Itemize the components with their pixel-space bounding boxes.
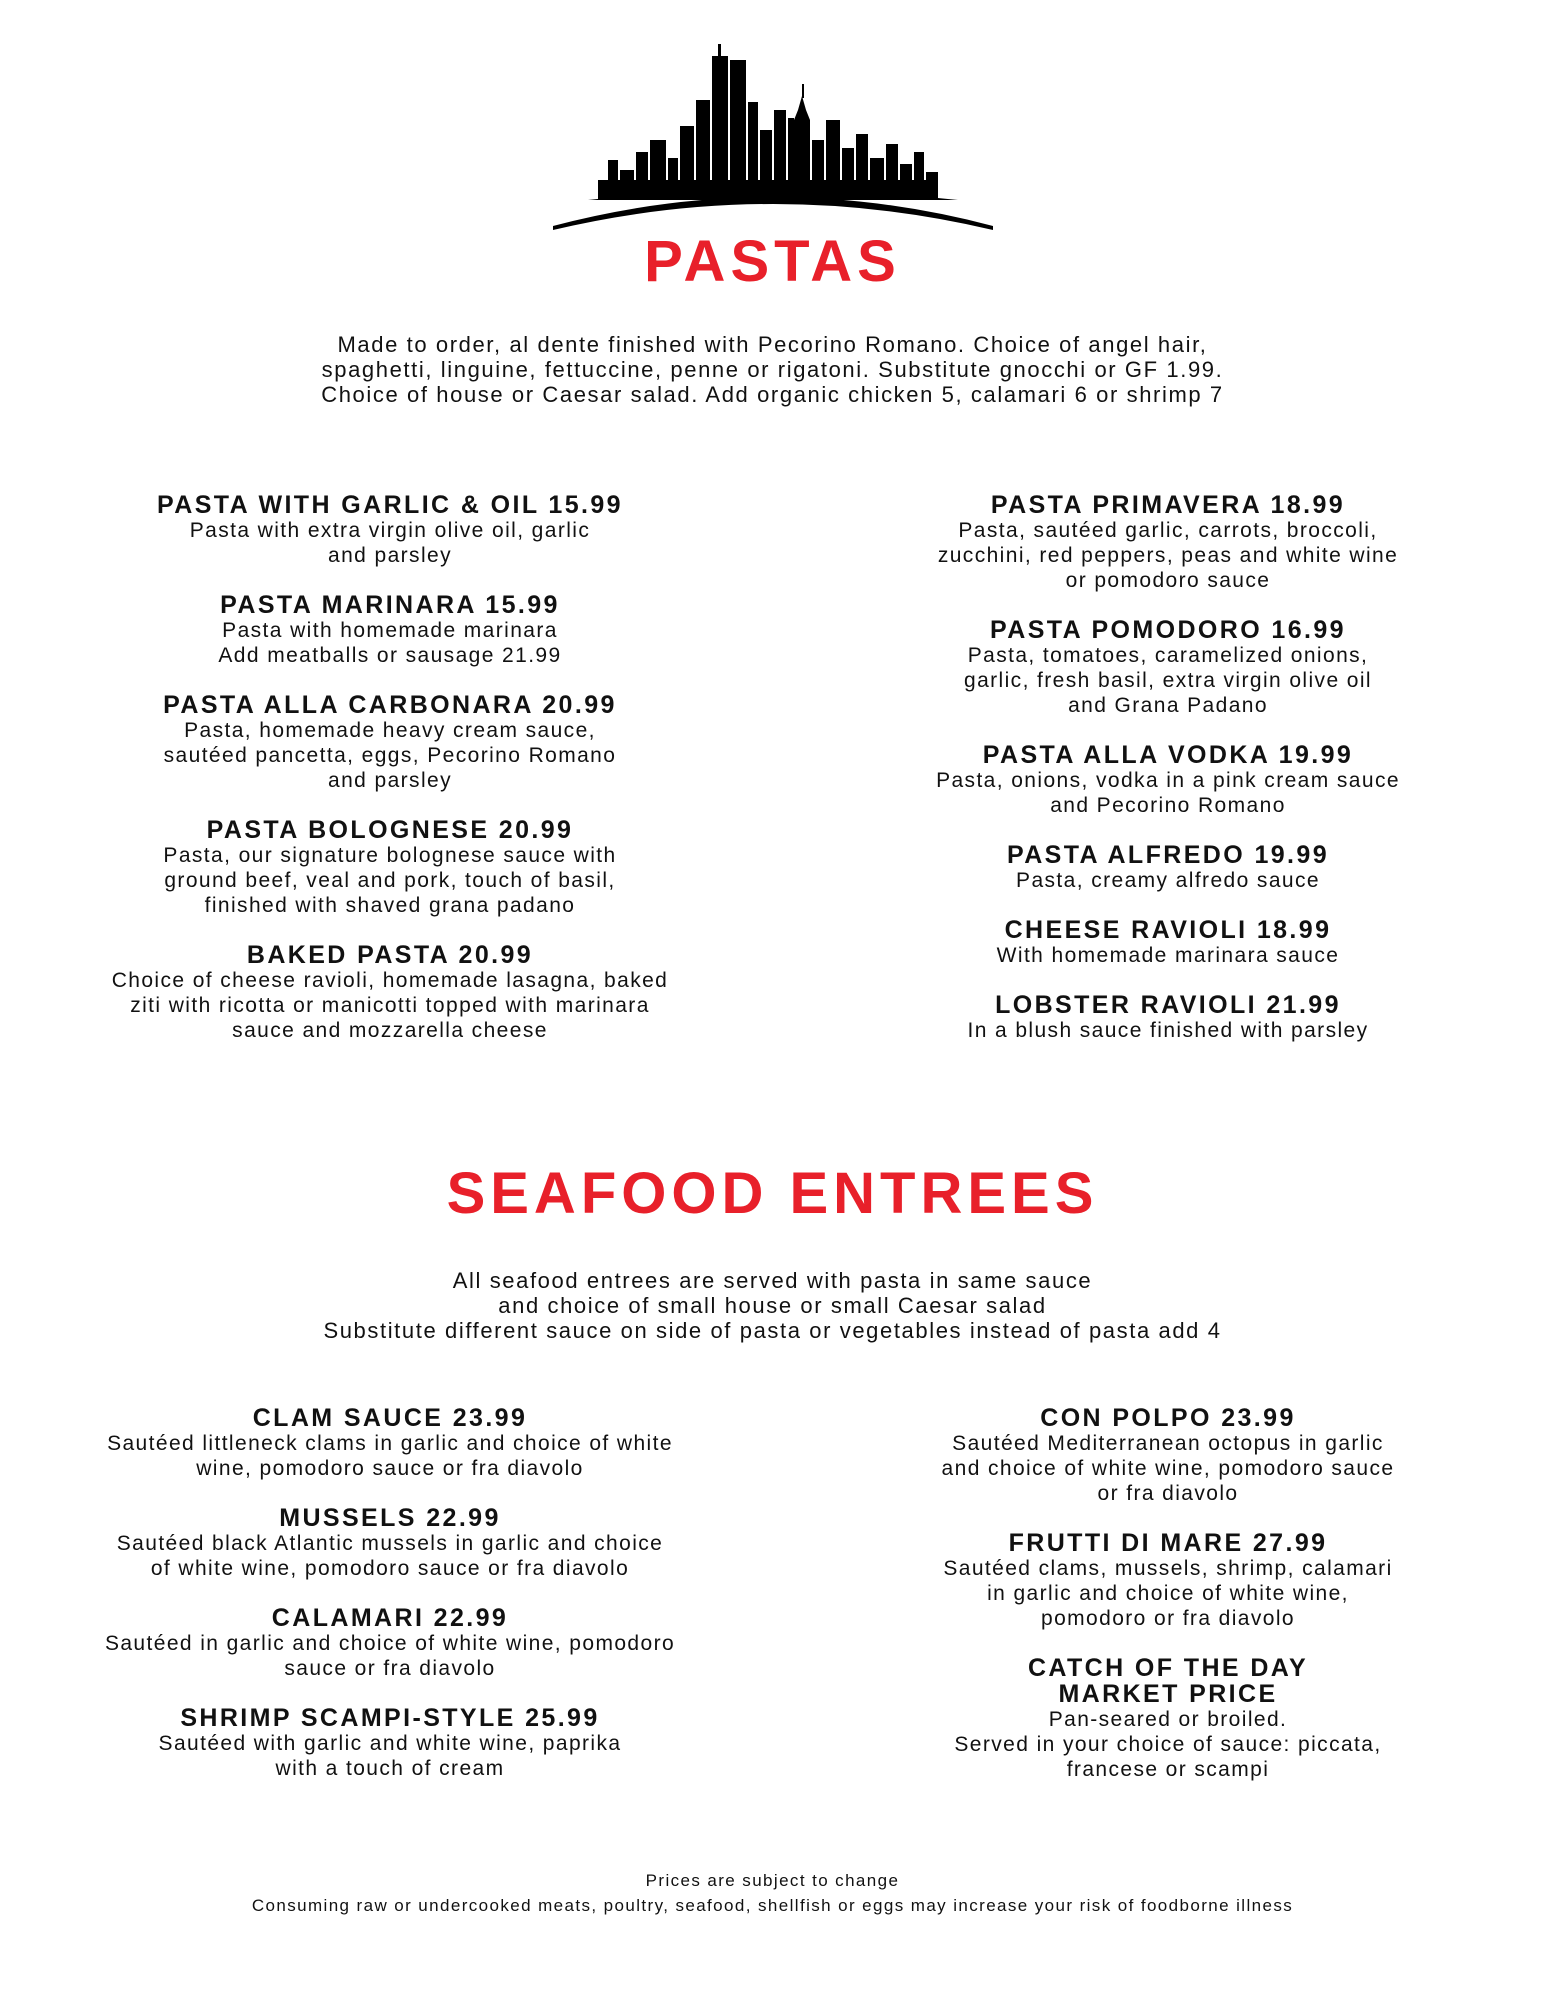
- menu-item-description: in garlic and choice of white wine,: [987, 1582, 1349, 1605]
- menu-item-description: ziti with ricotta or manicotti topped with marinara: [130, 994, 650, 1017]
- menu-item-description: pomodoro or fra diavolo: [1041, 1607, 1295, 1630]
- menu-item-name: PASTA POMODORO 16.99: [990, 616, 1346, 644]
- pastas-right-column: [838, 492, 1498, 1067]
- seafood-left-column: [60, 1405, 720, 1805]
- menu-item-name: PASTA WITH GARLIC & OIL 15.99: [157, 491, 623, 519]
- menu-item-description: ground beef, veal and pork, touch of basil,: [164, 869, 616, 892]
- seafood-right-column: [838, 1405, 1498, 1806]
- menu-item-description: wine, pomodoro sauce or fra diavolo: [196, 1457, 584, 1480]
- intro-line: spaghetti, linguine, fettuccine, penne or rigatoni. Substitute gnocchi or GF 1.99.: [321, 357, 1224, 382]
- seafood-intro: [0, 1268, 1545, 1343]
- menu-item-name: LOBSTER RAVIOLI 21.99: [995, 991, 1341, 1019]
- menu-item-name: PASTA ALLA CARBONARA 20.99: [163, 691, 617, 719]
- menu-item-description: of white wine, pomodoro sauce or fra diavolo: [150, 1557, 630, 1580]
- menu-item-description: Choice of cheese ravioli, homemade lasagna, baked: [111, 969, 669, 992]
- menu-item: [60, 1705, 720, 1781]
- menu-item: [838, 617, 1498, 718]
- menu-item: [838, 992, 1498, 1043]
- menu-item-name: PASTA PRIMAVERA 18.99: [990, 491, 1346, 519]
- menu-item: [60, 492, 720, 568]
- menu-item-description: zucchini, red peppers, peas and white wine: [937, 544, 1399, 567]
- menu-item-description: Sautéed black Atlantic mussels in garlic and choice: [116, 1532, 664, 1555]
- city-skyline-icon: [548, 40, 998, 230]
- menu-item-description: Pan-seared or broiled.: [1048, 1708, 1288, 1731]
- pastas-left-column: [60, 492, 720, 1067]
- menu-item-description: and parsley: [328, 544, 452, 567]
- menu-item-description: and Grana Padano: [1068, 694, 1268, 717]
- menu-item-description: Served in your choice of sauce: piccata,: [954, 1733, 1382, 1756]
- pastas-section-title: PASTAS: [644, 229, 901, 294]
- menu-item-description: and Pecorino Romano: [1050, 794, 1286, 817]
- seafood-section-title: SEAFOOD ENTREES: [446, 1161, 1099, 1226]
- menu-item-description: finished with shaved grana padano: [204, 894, 576, 917]
- food-safety-notice: Consuming raw or undercooked meats, poultry, seafood, shellfish or eggs may increase your risk of foodborne illness: [251, 1896, 1294, 1915]
- menu-item-description: or pomodoro sauce: [1065, 569, 1271, 592]
- menu-item-description: Sautéed clams, mussels, shrimp, calamari: [943, 1557, 1393, 1580]
- intro-line: Choice of house or Caesar salad. Add organic chicken 5, calamari 6 or shrimp 7: [321, 382, 1224, 407]
- menu-item-name: CLAM SAUCE 23.99: [252, 1404, 528, 1432]
- menu-item-name: CHEESE RAVIOLI 18.99: [1004, 916, 1332, 944]
- price-notice: Prices are subject to change: [645, 1871, 900, 1890]
- menu-item-name: PASTA MARINARA 15.99: [220, 591, 560, 619]
- menu-item-description: Pasta with extra virgin olive oil, garlic: [189, 519, 591, 542]
- menu-item: [838, 1405, 1498, 1506]
- menu-item: [60, 592, 720, 668]
- menu-item: [838, 917, 1498, 968]
- intro-line: Substitute different sauce on side of pasta or vegetables instead of pasta add 4: [323, 1318, 1222, 1343]
- footer-notice: [0, 1868, 1545, 1918]
- menu-item: [60, 1505, 720, 1581]
- menu-item: [60, 692, 720, 793]
- menu-item-description: and choice of white wine, pomodoro sauce: [941, 1457, 1395, 1480]
- menu-item: [838, 1530, 1498, 1631]
- pastas-intro: [0, 332, 1545, 407]
- menu-item: [60, 942, 720, 1043]
- menu-item-name: MUSSELS 22.99: [279, 1504, 501, 1532]
- menu-item-description: or fra diavolo: [1097, 1482, 1239, 1505]
- menu-item-description: With homemade marinara sauce: [996, 944, 1340, 967]
- menu-item: [838, 742, 1498, 818]
- menu-item-description: Pasta with homemade marinara: [222, 619, 558, 642]
- menu-item: [60, 817, 720, 918]
- menu-item-description: Pasta, creamy alfredo sauce: [1016, 869, 1320, 892]
- menu-item: [838, 492, 1498, 593]
- menu-item-description: sauce or fra diavolo: [284, 1657, 496, 1680]
- menu-item-description: and parsley: [328, 769, 452, 792]
- intro-line: Made to order, al dente finished with Pecorino Romano. Choice of angel hair,: [337, 332, 1208, 357]
- menu-item-name: PASTA ALLA VODKA 19.99: [982, 741, 1354, 769]
- menu-item-name: MARKET PRICE: [1058, 1680, 1278, 1708]
- menu-item-name: CALAMARI 22.99: [271, 1604, 509, 1632]
- menu-item-name: FRUTTI DI MARE 27.99: [1008, 1529, 1328, 1557]
- menu-item-name: CON POLPO 23.99: [1040, 1404, 1296, 1432]
- menu-item: [60, 1405, 720, 1481]
- menu-item-description: Add meatballs or sausage 21.99: [218, 644, 562, 667]
- menu-item-name: BAKED PASTA 20.99: [246, 941, 534, 969]
- menu-item: [838, 842, 1498, 893]
- menu-item-name: PASTA BOLOGNESE 20.99: [206, 816, 574, 844]
- menu-item-description: Pasta, homemade heavy cream sauce,: [184, 719, 596, 742]
- menu-item-description: sautéed pancetta, eggs, Pecorino Romano: [163, 744, 617, 767]
- menu-item: [60, 1605, 720, 1681]
- intro-line: and choice of small house or small Caesar salad: [498, 1293, 1047, 1318]
- menu-item-description: Pasta, sautéed garlic, carrots, broccoli,: [958, 519, 1378, 542]
- menu-item-name: CATCH OF THE DAY: [1027, 1654, 1309, 1682]
- menu-item: [838, 1655, 1498, 1782]
- menu-item-name: PASTA ALFREDO 19.99: [1006, 841, 1330, 869]
- menu-item-description: Pasta, tomatoes, caramelized onions,: [967, 644, 1369, 667]
- menu-item-description: Pasta, our signature bolognese sauce with: [163, 844, 617, 867]
- menu-item-description: francese or scampi: [1066, 1758, 1270, 1781]
- menu-item-name: SHRIMP SCAMPI-STYLE 25.99: [180, 1704, 600, 1732]
- menu-item-description: with a touch of cream: [275, 1757, 505, 1780]
- menu-item-description: In a blush sauce finished with parsley: [967, 1019, 1369, 1042]
- menu-item-description: garlic, fresh basil, extra virgin olive oil: [963, 669, 1372, 692]
- menu-item-description: Sautéed Mediterranean octopus in garlic: [952, 1432, 1384, 1455]
- menu-item-description: Pasta, onions, vodka in a pink cream sauce: [936, 769, 1400, 792]
- menu-item-description: Sautéed littleneck clams in garlic and choice of white: [107, 1432, 673, 1455]
- intro-line: All seafood entrees are served with pasta in same sauce: [452, 1268, 1093, 1293]
- menu-item-description: Sautéed in garlic and choice of white wine, pomodoro: [104, 1632, 676, 1655]
- menu-item-description: Sautéed with garlic and white wine, paprika: [158, 1732, 622, 1755]
- menu-item-description: sauce and mozzarella cheese: [232, 1019, 548, 1042]
